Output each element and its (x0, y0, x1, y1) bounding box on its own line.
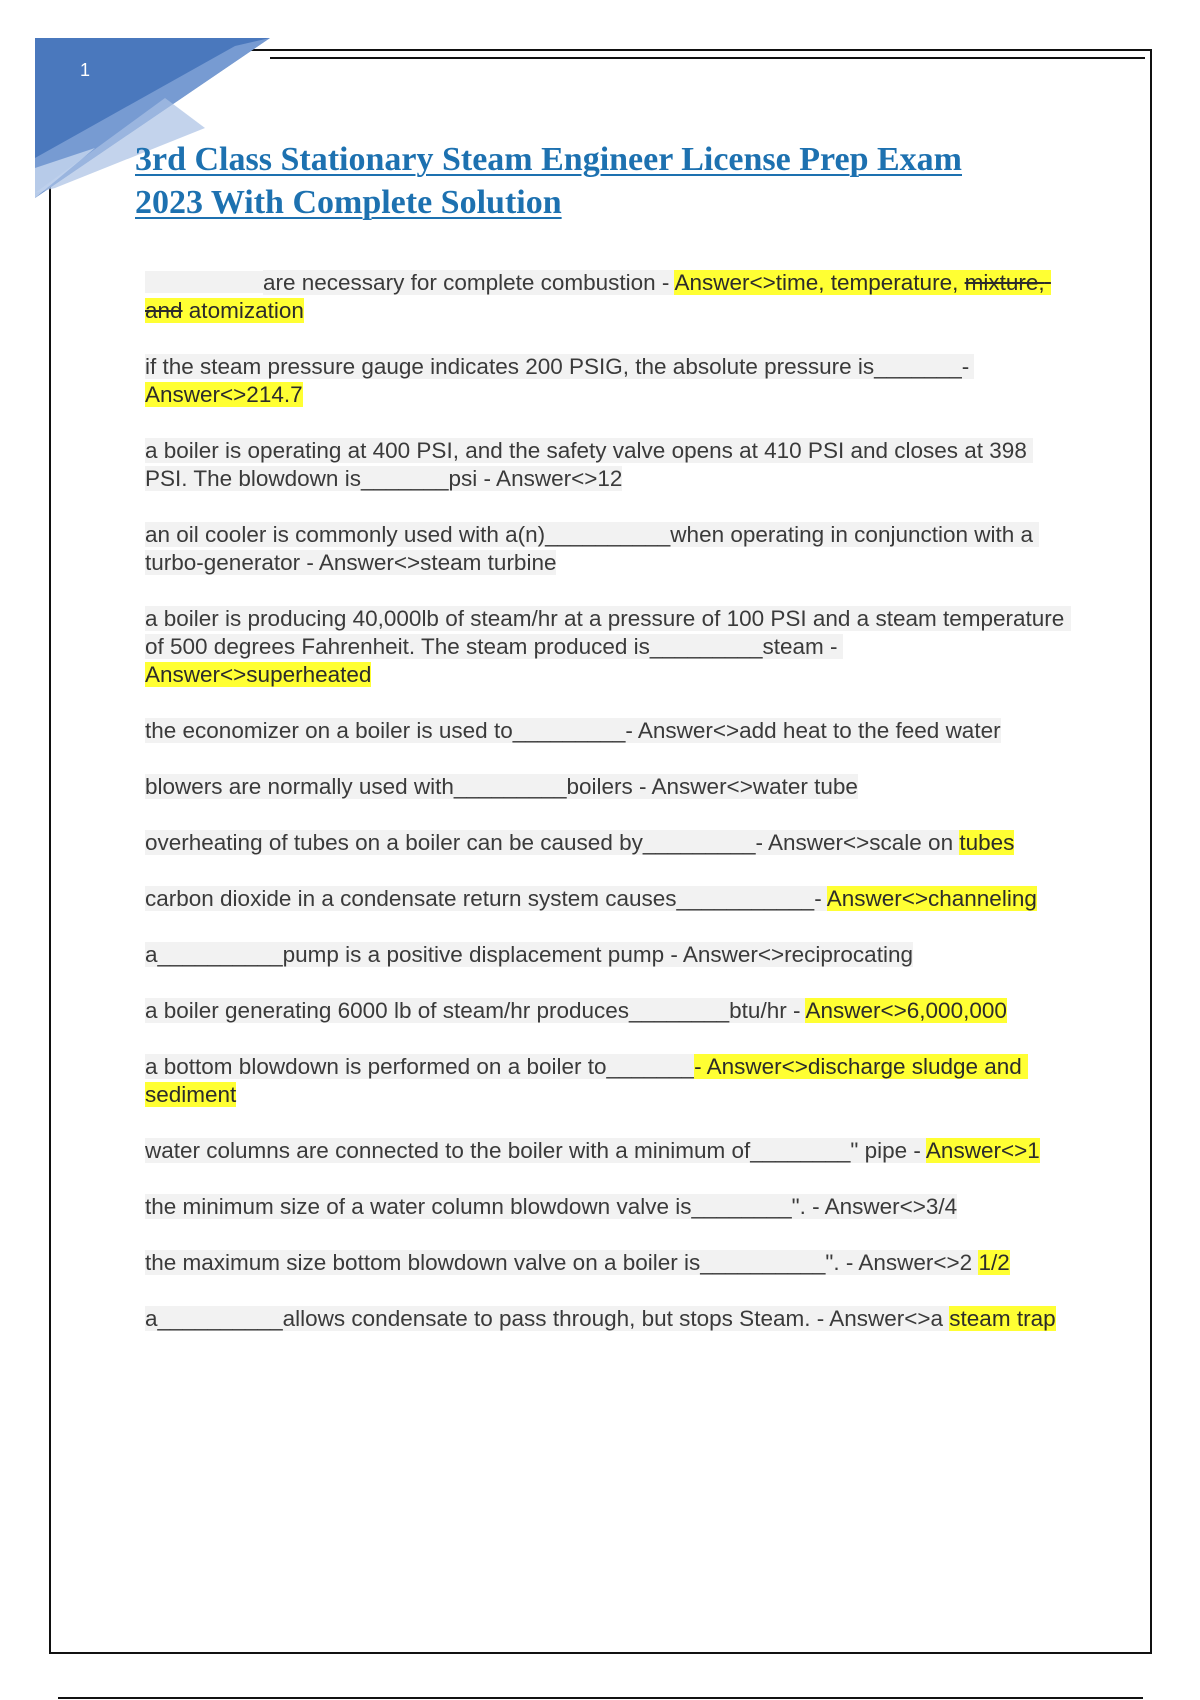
qa-item (145, 773, 1065, 801)
page-number: 1 (80, 60, 91, 80)
qa-text: a__________allows condensate to pass through, but stops Steam. - Answer<>a (145, 1305, 950, 1331)
document-title (135, 138, 1035, 224)
blank-field (145, 271, 263, 293)
title-line-1: 3rd Class Stationary Steam Engineer License Prep Exam (135, 141, 962, 178)
qa-highlight: - Answer<>discharge sludge and sediment (145, 1053, 1029, 1107)
qa-item (145, 1305, 1065, 1333)
qa-item (145, 829, 1065, 857)
qa-text: an oil cooler is commonly used with a(n)__________when operating in conjunction with a turbo-generator - Answer<>steam turbine (145, 521, 1040, 575)
qa-highlight: Answer<>time, temperature, (674, 269, 965, 295)
qa-text: are necessary for complete combustion - (263, 269, 675, 295)
qa-highlight: tubes (959, 829, 1015, 855)
qa-highlight-strikethrough: mixture, and (145, 269, 1051, 323)
footer-rule (58, 1697, 1143, 1699)
qa-item (145, 1137, 1065, 1165)
qa-text: the economizer on a boiler is used to_________- Answer<>add heat to the feed water (145, 717, 1001, 743)
qa-highlight: Answer<>6,000,000 (805, 997, 1007, 1023)
qa-item (145, 997, 1065, 1025)
qa-item (145, 1193, 1065, 1221)
qa-text: water columns are connected to the boiler with a minimum of________" pipe - (145, 1137, 926, 1163)
qa-item (145, 717, 1065, 745)
qa-highlight: Answer<>1 (925, 1137, 1040, 1163)
qa-text: overheating of tubes on a boiler can be caused by_________- Answer<>scale on (145, 829, 960, 855)
qa-text: a boiler generating 6000 lb of steam/hr produces________btu/hr - (145, 997, 806, 1023)
title-line-2: 2023 With Complete Solution (135, 184, 562, 221)
qa-item (145, 437, 1065, 493)
qa-highlight: atomization (182, 297, 304, 323)
qa-text: the minimum size of a water column blowdown valve is________". - Answer<>3/4 (145, 1193, 958, 1219)
qa-text: a__________pump is a positive displacement pump - Answer<>reciprocating (145, 941, 913, 967)
qa-text: carbon dioxide in a condensate return system causes___________- (145, 885, 827, 911)
qa-item (145, 353, 1065, 409)
qa-text: a bottom blowdown is performed on a boiler to_______ (145, 1053, 695, 1079)
qa-item (145, 605, 1071, 689)
qa-text: blowers are normally used with_________boilers - Answer<>water tube (145, 773, 858, 799)
qa-text: the maximum size bottom blowdown valve on a boiler is__________". - Answer<>2 (145, 1249, 979, 1275)
qa-highlight: 1/2 (978, 1249, 1010, 1275)
header-rule (270, 57, 1145, 59)
qa-item (145, 1249, 1065, 1277)
qa-text: a boiler is producing 40,000lb of steam/hr at a pressure of 100 PSI and a steam temperature of 500 degrees Fahrenheit. The steam produced is_________steam - (145, 605, 1071, 659)
qa-item (145, 269, 1065, 325)
qa-text: if the steam pressure gauge indicates 200 PSIG, the absolute pressure is_______- (145, 353, 975, 379)
qa-highlight: steam trap (949, 1305, 1056, 1331)
qa-item (145, 521, 1065, 577)
qa-item (145, 941, 1065, 969)
qa-highlight: Answer<>channeling (826, 885, 1037, 911)
qa-item (145, 1053, 1065, 1109)
qa-item (145, 885, 1065, 913)
qa-highlight: Answer<>214.7 (145, 381, 303, 407)
qa-text: a boiler is operating at 400 PSI, and the safety valve opens at 410 PSI and closes at 398 PSI. The blowdown is_______psi - Answer<>12 (145, 437, 1034, 491)
qa-highlight: Answer<>superheated (145, 661, 372, 687)
qa-list (145, 246, 1071, 1361)
